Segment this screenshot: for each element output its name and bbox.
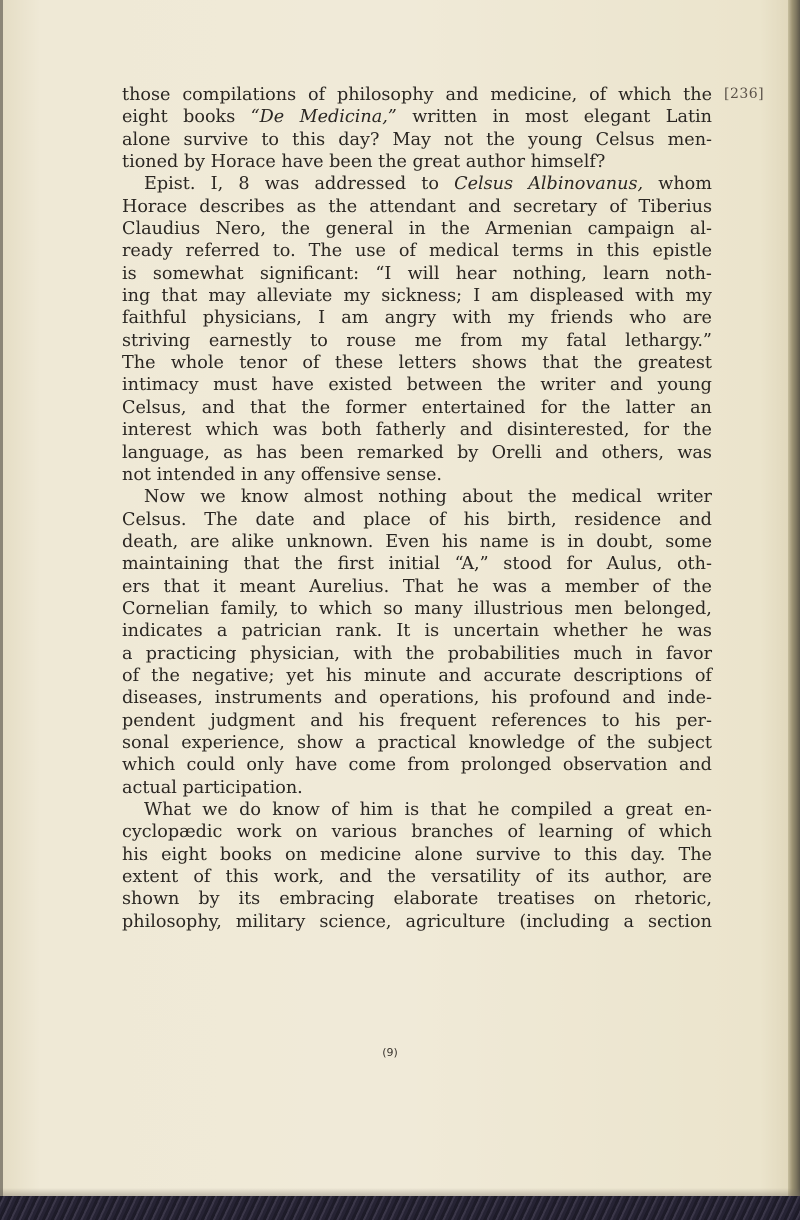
text-line: is somewhat significant: “I will hear nothing, learn noth- [122, 263, 712, 284]
text-line: not intended in any offensive sense. [122, 464, 443, 485]
text-line: a practicing physician, with the probabilities much in favor [122, 643, 712, 664]
text-line: alone survive to this day? May not the young Celsus men- [122, 129, 712, 150]
text-line: extent of this work, and the versatility of its author, are [122, 867, 712, 888]
text-line: ers that it meant Aurelius. That he was a member of the [122, 576, 712, 597]
text-line: which could only have come from prolonged observation and [122, 755, 712, 776]
page-left-edge [0, 0, 3, 1220]
margin-page-reference: [236] [724, 86, 765, 102]
text-line: indicates a patrician rank. It is uncertain whether he was [122, 621, 712, 642]
text-line: ing that may alleviate my sickness; I am displeased with my [122, 286, 712, 307]
text-line: faithful physicians, I am angry with my friends who are [122, 308, 712, 329]
text-line: actual participation. [122, 777, 303, 798]
text-line: Celsus. The date and place of his birth, residence and [122, 509, 712, 530]
text-line: diseases, instruments and operations, his profound and inde- [122, 688, 712, 709]
text-line: philosophy, military science, agriculture (including a section [122, 911, 712, 932]
text-line: Epist. I, 8 was addressed to Celsus Albinovanus, whom [144, 174, 712, 195]
text-line: intimacy must have existed between the writer and young [122, 375, 712, 396]
text-line: Now we know almost nothing about the medical writer [144, 487, 712, 508]
text-line: his eight books on medicine alone survive to this day. The [122, 844, 712, 865]
text-line: Celsus, and that the former entertained for the latter an [122, 397, 712, 418]
book-spine-edge [788, 0, 800, 1220]
text-line: ready referred to. The use of medical terms in this epistle [122, 241, 712, 262]
text-line: Claudius Nero, the general in the Armenian campaign al- [122, 219, 712, 240]
text-line: cyclopædic work on various branches of learning of which [122, 822, 712, 843]
text-line: of the negative; yet his minute and accurate descriptions of [122, 665, 712, 686]
text-line: What we do know of him is that he compiled a great en- [144, 800, 712, 820]
text-line: shown by its embracing elaborate treatises on rhetoric, [122, 889, 712, 910]
folio-label: (9) [382, 1046, 398, 1059]
body-text [122, 84, 712, 933]
text-line: eight books “De Medicina,” written in most elegant Latin [122, 107, 712, 128]
text-line: sonal experience, show a practical knowledge of the subject [122, 732, 712, 753]
binding-cloth-strip [0, 1196, 800, 1220]
text-line: maintaining that the first initial “A,” stood for Aulus, oth- [122, 554, 712, 575]
text-line: pendent judgment and his frequent references to his per- [122, 710, 712, 731]
text-line: those compilations of philosophy and medicine, of which the [122, 85, 712, 105]
text-line: language, as has been remarked by Orelli and others, was [122, 442, 712, 463]
text-line: The whole tenor of these letters shows that the greatest [122, 353, 712, 374]
folio-number [0, 1046, 800, 1059]
text-line: interest which was both fatherly and disinterested, for the [122, 420, 712, 441]
text-line: tioned by Horace have been the great author himself? [122, 152, 606, 173]
text-line: death, are alike unknown. Even his name is in doubt, some [122, 531, 712, 552]
text-line: Cornelian family, to which so many illustrious men belonged, [122, 598, 712, 619]
text-line: Horace describes as the attendant and secretary of Tiberius [122, 196, 712, 217]
text-line: striving earnestly to rouse me from my fatal lethargy.” [122, 330, 712, 351]
